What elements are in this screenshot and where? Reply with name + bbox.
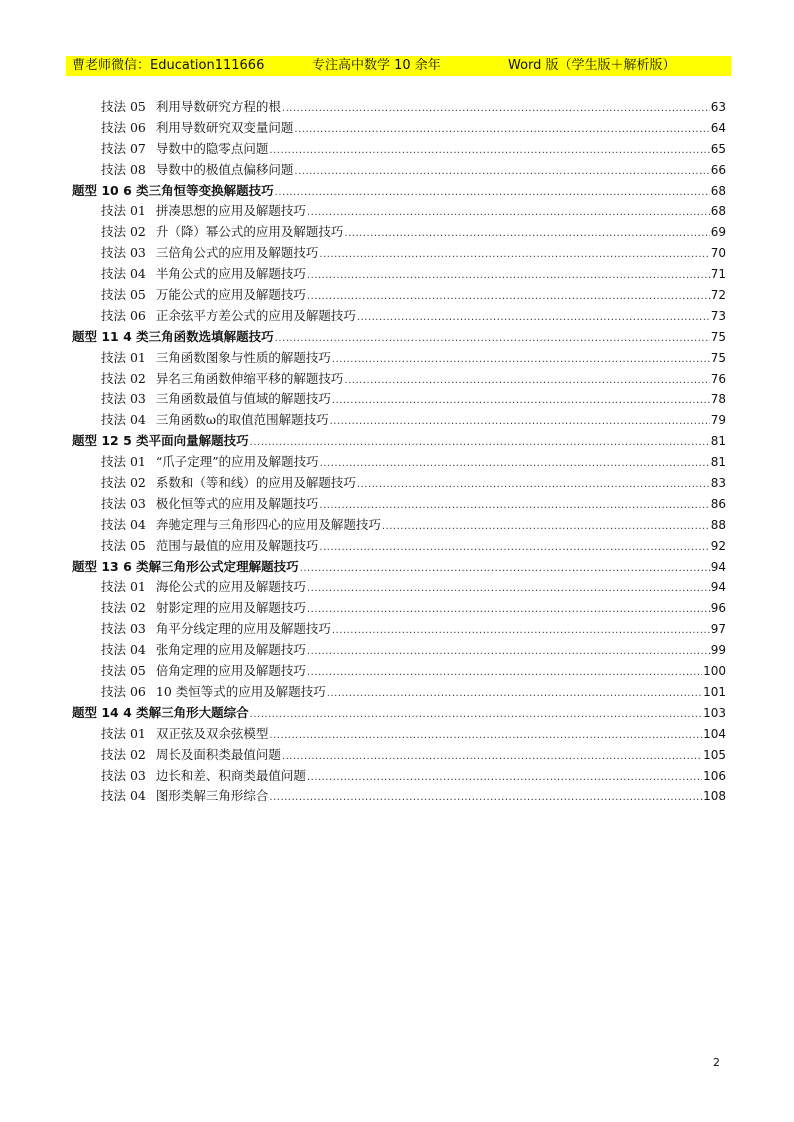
toc-dot-leader bbox=[357, 308, 710, 329]
toc-page-number: 99 bbox=[710, 643, 726, 658]
toc-item-code: 技法 06 bbox=[101, 683, 146, 699]
toc-item-entry[interactable] bbox=[72, 201, 726, 222]
toc-item-title: 张角定理的应用及解题技巧 bbox=[155, 642, 306, 658]
toc-item-entry[interactable] bbox=[72, 222, 726, 243]
toc-page-number: 101 bbox=[703, 684, 726, 699]
header-contact: 曹老师微信：Education111666 bbox=[72, 58, 265, 73]
toc-dot-leader bbox=[250, 705, 702, 726]
toc-item-title: 利用导数研究双变量问题 bbox=[155, 119, 294, 135]
toc-item-title: 三角函数图象与性质的解题技巧 bbox=[155, 349, 331, 365]
toc-dot-leader bbox=[307, 579, 710, 600]
toc-item-entry[interactable] bbox=[72, 766, 726, 787]
toc-page-number: 66 bbox=[710, 162, 726, 177]
toc-page-number: 106 bbox=[703, 768, 726, 783]
toc-item-title: 题型 10 6 类三角恒等变换解题技巧 bbox=[72, 182, 274, 198]
toc-item-title: 海伦公式的应用及解题技巧 bbox=[155, 579, 306, 595]
toc-item-code: 技法 04 bbox=[101, 516, 146, 532]
toc-item-title: 系数和（等和线）的应用及解题技巧 bbox=[155, 475, 356, 491]
toc-item-entry[interactable] bbox=[72, 306, 726, 327]
toc-page-number: 83 bbox=[710, 476, 726, 491]
header-slogan: 专注高中数学 10 余年 bbox=[312, 58, 441, 73]
toc-item-code: 技法 04 bbox=[101, 412, 146, 428]
toc-item-code: 技法 04 bbox=[101, 788, 146, 804]
toc-dot-leader bbox=[319, 538, 709, 559]
toc-page-number: 72 bbox=[710, 288, 726, 303]
toc-item-title: 导数中的极值点偏移问题 bbox=[155, 161, 294, 177]
toc-section-entry[interactable] bbox=[72, 181, 726, 202]
toc-item-entry[interactable] bbox=[72, 243, 726, 264]
toc-item-entry[interactable] bbox=[72, 160, 726, 181]
toc-page-number: 81 bbox=[710, 434, 726, 449]
toc-item-entry[interactable] bbox=[72, 285, 726, 306]
toc-item-code: 技法 02 bbox=[101, 224, 146, 240]
toc-page-number: 76 bbox=[710, 371, 726, 386]
toc-dot-leader bbox=[319, 245, 709, 266]
toc-dot-leader bbox=[307, 642, 710, 663]
toc-item-title: 题型 12 5 类平面向量解题技巧 bbox=[72, 433, 249, 449]
toc-item-entry[interactable] bbox=[72, 577, 726, 598]
toc-page-number: 88 bbox=[710, 517, 726, 532]
toc-item-code: 技法 06 bbox=[101, 307, 146, 323]
toc-dot-leader bbox=[275, 329, 710, 350]
toc-item-entry[interactable] bbox=[72, 494, 726, 515]
toc-dot-leader bbox=[294, 120, 709, 141]
toc-item-code: 技法 06 bbox=[101, 119, 146, 135]
toc-item-entry[interactable] bbox=[72, 139, 726, 160]
toc-dot-leader bbox=[307, 600, 710, 621]
toc-item-title: 题型 13 6 类解三角形公式定理解题技巧 bbox=[72, 558, 299, 574]
page-number: 2 bbox=[713, 1056, 720, 1069]
toc-page-number: 81 bbox=[710, 455, 726, 470]
toc-item-code: 技法 07 bbox=[101, 140, 146, 156]
toc-item-title: 三角函数最值与值域的解题技巧 bbox=[155, 391, 331, 407]
toc-dot-leader bbox=[320, 454, 710, 475]
toc-page-number: 104 bbox=[703, 726, 726, 741]
toc-page-number: 70 bbox=[710, 246, 726, 261]
toc-item-title: 边长和差、积商类最值问题 bbox=[155, 767, 306, 783]
toc-dot-leader bbox=[344, 224, 709, 245]
toc-item-title: 半角公式的应用及解题技巧 bbox=[155, 266, 306, 282]
toc-dot-leader bbox=[269, 788, 702, 809]
toc-page-number: 71 bbox=[710, 267, 726, 282]
toc-item-title: 题型 11 4 类三角函数选填解题技巧 bbox=[72, 328, 274, 344]
toc-item-title: 导数中的隐零点问题 bbox=[155, 140, 269, 156]
toc-dot-leader bbox=[332, 350, 710, 371]
toc-item-code: 技法 02 bbox=[101, 370, 146, 386]
toc-item-code: 技法 01 bbox=[101, 454, 146, 470]
toc-item-title: 10 类恒等式的应用及解题技巧 bbox=[155, 683, 326, 699]
toc-dot-leader bbox=[269, 726, 702, 747]
toc-page-number: 75 bbox=[710, 329, 726, 344]
toc-page-number: 105 bbox=[703, 747, 726, 762]
toc-page-number: 100 bbox=[703, 664, 726, 679]
toc-item-entry[interactable] bbox=[72, 369, 726, 390]
toc-section-entry[interactable] bbox=[72, 703, 726, 724]
toc-item-entry[interactable] bbox=[72, 640, 726, 661]
toc-item-title: 题型 14 4 类解三角形大题综合 bbox=[72, 704, 249, 720]
toc-dot-leader bbox=[307, 287, 710, 308]
toc-section-entry[interactable] bbox=[72, 557, 726, 578]
toc-item-title: 奔驰定理与三角形四心的应用及解题技巧 bbox=[155, 516, 381, 532]
toc-item-entry[interactable] bbox=[72, 452, 726, 473]
toc-dot-leader bbox=[294, 162, 709, 183]
toc-dot-leader bbox=[307, 203, 710, 224]
toc-dot-leader bbox=[357, 475, 710, 496]
toc-page-number: 68 bbox=[710, 204, 726, 219]
toc-item-title: “爪子定理”的应用及解题技巧 bbox=[155, 454, 319, 470]
toc-dot-leader bbox=[282, 747, 702, 768]
toc-item-entry[interactable] bbox=[72, 598, 726, 619]
toc-page-number: 94 bbox=[710, 559, 726, 574]
toc-dot-leader bbox=[327, 684, 702, 705]
toc-item-title: 三倍角公式的应用及解题技巧 bbox=[155, 245, 319, 261]
toc-item-code: 技法 03 bbox=[101, 391, 146, 407]
toc-dot-leader bbox=[382, 517, 710, 538]
toc-page-number: 65 bbox=[710, 141, 726, 156]
toc-dot-leader bbox=[319, 496, 709, 517]
toc-item-code: 技法 01 bbox=[101, 725, 146, 741]
toc-item-title: 正余弦平方差公式的应用及解题技巧 bbox=[155, 307, 356, 323]
toc-item-entry[interactable] bbox=[72, 536, 726, 557]
page-header bbox=[66, 56, 731, 76]
toc-item-title: 角平分线定理的应用及解题技巧 bbox=[155, 621, 331, 637]
toc-page-number: 108 bbox=[703, 789, 726, 804]
toc-item-code: 技法 05 bbox=[101, 663, 146, 679]
toc-item-entry[interactable] bbox=[72, 118, 726, 139]
toc-item-code: 技法 01 bbox=[101, 579, 146, 595]
toc-item-code: 技法 03 bbox=[101, 621, 146, 637]
toc-item-code: 技法 03 bbox=[101, 245, 146, 261]
toc-dot-leader bbox=[269, 141, 709, 162]
toc-dot-leader bbox=[250, 433, 710, 454]
toc-dot-leader bbox=[332, 621, 710, 642]
toc-item-code: 技法 02 bbox=[101, 600, 146, 616]
toc-page-number: 73 bbox=[710, 308, 726, 323]
toc-item-title: 射影定理的应用及解题技巧 bbox=[155, 600, 306, 616]
toc-dot-leader bbox=[275, 183, 710, 204]
table-of-contents bbox=[72, 97, 726, 807]
toc-item-title: 万能公式的应用及解题技巧 bbox=[155, 287, 306, 303]
toc-item-title: 异名三角函数伸缩平移的解题技巧 bbox=[155, 370, 344, 386]
toc-item-entry[interactable] bbox=[72, 661, 726, 682]
toc-page-number: 94 bbox=[710, 580, 726, 595]
toc-dot-leader bbox=[300, 559, 710, 580]
toc-item-title: 范围与最值的应用及解题技巧 bbox=[155, 537, 319, 553]
toc-dot-leader bbox=[307, 663, 702, 684]
toc-page-number: 78 bbox=[710, 392, 726, 407]
toc-section-entry[interactable] bbox=[72, 327, 726, 348]
toc-dot-leader bbox=[344, 371, 709, 392]
toc-page-number: 75 bbox=[710, 350, 726, 365]
header-edition: Word 版（学生版＋解析版） bbox=[508, 58, 676, 73]
toc-item-entry[interactable] bbox=[72, 619, 726, 640]
toc-item-title: 周长及面积类最值问题 bbox=[155, 746, 281, 762]
toc-item-title: 倍角定理的应用及解题技巧 bbox=[155, 663, 306, 679]
toc-section-entry[interactable] bbox=[72, 431, 726, 452]
toc-dot-leader bbox=[330, 412, 710, 433]
toc-item-code: 技法 04 bbox=[101, 266, 146, 282]
toc-item-code: 技法 05 bbox=[101, 287, 146, 303]
toc-dot-leader bbox=[282, 99, 710, 120]
toc-dot-leader bbox=[307, 768, 702, 789]
toc-item-code: 技法 05 bbox=[101, 537, 146, 553]
toc-item-entry[interactable] bbox=[72, 264, 726, 285]
toc-item-code: 技法 08 bbox=[101, 161, 146, 177]
toc-item-code: 技法 01 bbox=[101, 203, 146, 219]
toc-item-entry[interactable] bbox=[72, 682, 726, 703]
toc-item-code: 技法 03 bbox=[101, 767, 146, 783]
toc-item-title: 三角函数ω的取值范围解题技巧 bbox=[155, 412, 329, 428]
toc-item-title: 极化恒等式的应用及解题技巧 bbox=[155, 495, 319, 511]
toc-item-code: 技法 05 bbox=[101, 99, 146, 114]
toc-item-code: 技法 01 bbox=[101, 349, 146, 365]
toc-page-number: 92 bbox=[710, 538, 726, 553]
toc-page-number: 68 bbox=[710, 183, 726, 198]
toc-item-code: 技法 03 bbox=[101, 495, 146, 511]
toc-item-entry[interactable] bbox=[72, 389, 726, 410]
toc-page-number: 86 bbox=[710, 496, 726, 511]
toc-item-code: 技法 04 bbox=[101, 642, 146, 658]
toc-item-entry[interactable] bbox=[72, 515, 726, 536]
toc-item-title: 双正弦及双余弦模型 bbox=[155, 725, 269, 741]
toc-item-entry[interactable] bbox=[72, 348, 726, 369]
toc-item-title: 利用导数研究方程的根 bbox=[155, 99, 281, 114]
toc-item-entry[interactable] bbox=[72, 724, 726, 745]
toc-item-entry[interactable] bbox=[72, 97, 726, 118]
toc-item-entry[interactable] bbox=[72, 786, 726, 807]
toc-page-number: 96 bbox=[710, 601, 726, 616]
toc-page-number: 79 bbox=[710, 413, 726, 428]
toc-page-number: 64 bbox=[710, 120, 726, 135]
toc-page-number: 63 bbox=[710, 100, 726, 114]
toc-item-title: 升（降）幂公式的应用及解题技巧 bbox=[155, 224, 344, 240]
toc-dot-leader bbox=[332, 391, 710, 412]
toc-page-number: 69 bbox=[710, 225, 726, 240]
toc-item-title: 拼凑思想的应用及解题技巧 bbox=[155, 203, 306, 219]
toc-page-number: 97 bbox=[710, 622, 726, 637]
toc-item-code: 技法 02 bbox=[101, 475, 146, 491]
toc-item-code: 技法 02 bbox=[101, 746, 146, 762]
toc-item-entry[interactable] bbox=[72, 745, 726, 766]
toc-item-entry[interactable] bbox=[72, 410, 726, 431]
toc-item-entry[interactable] bbox=[72, 473, 726, 494]
toc-page-number: 103 bbox=[703, 705, 726, 720]
toc-item-title: 图形类解三角形综合 bbox=[155, 788, 269, 804]
toc-dot-leader bbox=[307, 266, 710, 287]
